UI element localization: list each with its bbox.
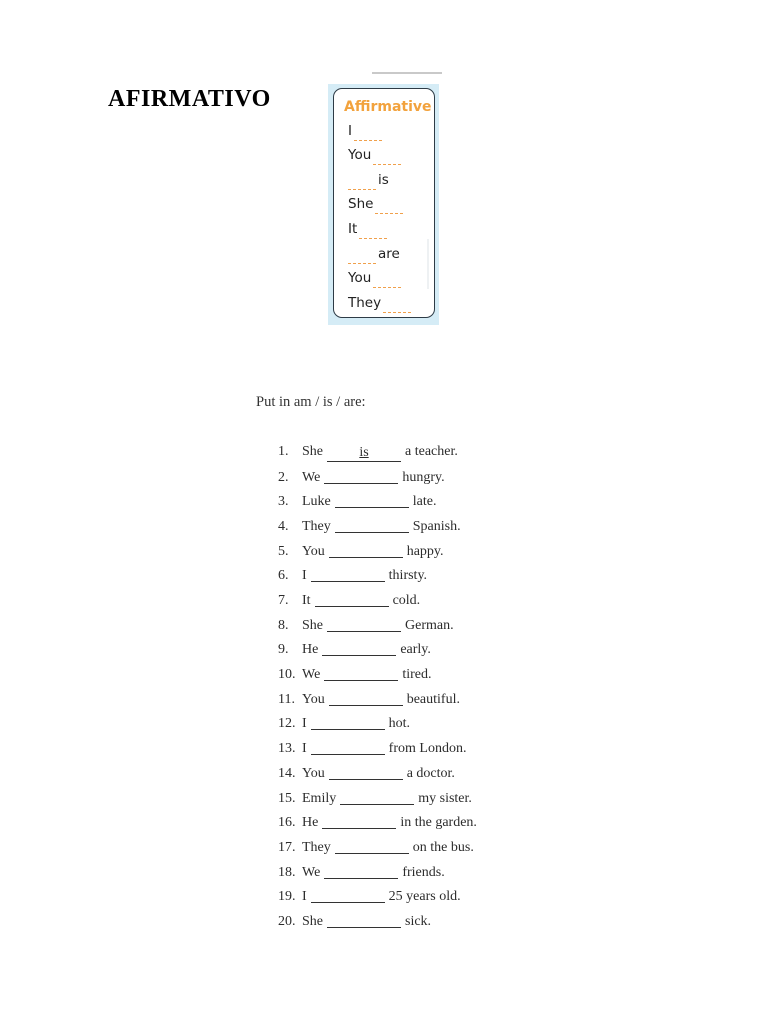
affirmative-row (348, 270, 403, 288)
answer-blank[interactable] (335, 493, 409, 508)
affirmative-row-subject: You (348, 147, 372, 163)
exercise-item-number: 20. (278, 914, 296, 929)
exercise-item-rest: thirsty. (388, 568, 428, 583)
answer-blank[interactable] (324, 864, 398, 879)
exercise-item-rest: early. (400, 642, 431, 657)
exercise-item-subject: I (302, 568, 307, 583)
exercise-item-rest: Spanish. (412, 519, 461, 534)
answer-blank[interactable] (335, 518, 409, 533)
exercise-item (278, 790, 472, 807)
answer-blank[interactable] (311, 715, 385, 730)
exercise-item (278, 715, 410, 732)
exercise-item-number: 12. (278, 716, 296, 731)
exercise-item (278, 814, 477, 831)
exercise-item-number: 19. (278, 889, 296, 904)
exercise-item-subject: We (302, 667, 321, 682)
exercise-item (278, 518, 461, 535)
exercise-item-rest: happy. (406, 544, 444, 559)
exercise-item-subject: I (302, 716, 307, 731)
exercise-item-number: 13. (278, 741, 296, 756)
exercise-item-number: 17. (278, 840, 296, 855)
exercise-item (278, 543, 444, 560)
exercise-item-subject: They (302, 519, 331, 534)
affirmative-row-blank (373, 286, 401, 288)
exercise-item (278, 567, 427, 584)
answer-blank[interactable] (327, 913, 401, 928)
affirmative-row-blank (348, 188, 376, 190)
exercise-instructions: Put in am / is / are: (256, 394, 366, 410)
exercise-item-rest: friends. (402, 865, 445, 880)
answer-blank[interactable] (324, 469, 398, 484)
exercise-item-subject: He (302, 815, 319, 830)
exercise-item-rest: hot. (388, 716, 411, 731)
answer-text: is (359, 445, 369, 460)
exercise-item-rest: late. (412, 494, 437, 509)
affirmative-row-verb: is (378, 172, 389, 188)
exercise-item-rest: a teacher. (405, 444, 458, 459)
affirmative-row (348, 221, 389, 239)
exercise-item-rest: hungry. (402, 470, 445, 485)
exercise-item-subject: She (302, 444, 323, 459)
exercise-item-rest: from London. (388, 741, 467, 756)
exercise-item (278, 740, 466, 757)
affirmative-row (348, 147, 403, 165)
affirmative-row-subject: You (348, 270, 372, 286)
affirmative-row-blank (354, 139, 382, 141)
exercise-item-number: 6. (278, 568, 289, 583)
answer-blank[interactable] (311, 740, 385, 755)
affirmative-row-subject: It (348, 221, 358, 237)
exercise-item-rest: cold. (392, 593, 421, 608)
affirmative-card-title: Affirmative (344, 99, 432, 115)
exercise-item-rest: sick. (405, 914, 432, 929)
affirmative-row (348, 196, 405, 214)
exercise-item-number: 4. (278, 519, 289, 534)
affirmative-row-blank (348, 262, 376, 264)
answer-blank[interactable] (329, 765, 403, 780)
exercise-item-rest: in the garden. (400, 815, 477, 830)
affirmative-card (333, 88, 435, 318)
exercise-item-number: 1. (278, 444, 289, 459)
exercise-item-subject: She (302, 618, 323, 633)
answer-blank[interactable] (315, 592, 389, 607)
answer-blank[interactable] (322, 814, 396, 829)
answer-blank[interactable] (324, 666, 398, 681)
exercise-item-rest: 25 years old. (388, 889, 461, 904)
exercise-item (278, 691, 460, 708)
exercise-item-number: 10. (278, 667, 296, 682)
answer-blank[interactable] (327, 617, 401, 632)
exercise-item-subject: Emily (302, 791, 337, 806)
answer-blank[interactable] (340, 790, 414, 805)
affirmative-row-blank (373, 163, 401, 165)
exercise-item-subject: You (302, 692, 325, 707)
exercise-item-subject: They (302, 840, 331, 855)
exercise-item-number: 5. (278, 544, 289, 559)
exercise-item-subject: Luke (302, 494, 331, 509)
affirmative-row-blank (375, 212, 403, 214)
exercise-item-number: 11. (278, 692, 295, 707)
exercise-item-number: 18. (278, 865, 296, 880)
exercise-item-subject: You (302, 544, 325, 559)
exercise-item-subject: She (302, 914, 323, 929)
exercise-item-rest: on the bus. (412, 840, 474, 855)
exercise-item-number: 7. (278, 593, 289, 608)
exercise-item-number: 14. (278, 766, 296, 781)
exercise-item (278, 444, 458, 462)
exercise-item-rest: tired. (402, 667, 432, 682)
answer-blank[interactable] (322, 641, 396, 656)
watermark (427, 239, 429, 289)
affirmative-row-subject: They (348, 295, 382, 311)
affirmative-row-blank (359, 237, 387, 239)
exercise-item (278, 888, 461, 905)
exercise-item-subject: I (302, 889, 307, 904)
affirmative-row (348, 172, 389, 190)
exercise-item (278, 913, 431, 930)
exercise-item-rest: a doctor. (406, 766, 455, 781)
answer-blank[interactable] (311, 567, 385, 582)
affirmative-row (348, 295, 413, 313)
answer-blank[interactable] (311, 888, 385, 903)
exercise-item (278, 493, 436, 510)
affirmative-row-subject: She (348, 196, 374, 212)
exercise-item (278, 469, 445, 486)
exercise-item-subject: It (302, 593, 311, 608)
page-heading: AFIRMATIVO (108, 86, 271, 112)
exercise-item-subject: He (302, 642, 319, 657)
exercise-item-number: 15. (278, 791, 296, 806)
exercise-item (278, 864, 445, 881)
exercise-item (278, 666, 431, 683)
cropped-image-edge (372, 72, 442, 84)
exercise-item (278, 765, 455, 782)
affirmative-row-blank (383, 311, 411, 313)
exercise-item-number: 9. (278, 642, 289, 657)
exercise-item-subject: You (302, 766, 325, 781)
exercise-item-number: 2. (278, 470, 289, 485)
exercise-item (278, 839, 474, 856)
exercise-item-number: 3. (278, 494, 289, 509)
exercise-item (278, 641, 431, 658)
answer-blank[interactable] (329, 543, 403, 558)
exercise-item-rest: beautiful. (406, 692, 460, 707)
affirmative-row-verb: are (378, 246, 400, 262)
exercise-item (278, 617, 454, 634)
answer-blank[interactable] (329, 691, 403, 706)
exercise-item-number: 8. (278, 618, 289, 633)
affirmative-row-subject: I (348, 123, 352, 139)
answer-blank[interactable] (335, 839, 409, 854)
exercise-item-rest: my sister. (418, 791, 472, 806)
affirmative-row (348, 246, 400, 264)
answer-blank[interactable] (327, 447, 401, 462)
exercise-item-subject: I (302, 741, 307, 756)
exercise-item-number: 16. (278, 815, 296, 830)
exercise-item-rest: German. (405, 618, 454, 633)
exercise-item (278, 592, 420, 609)
exercise-item-subject: We (302, 865, 321, 880)
affirmative-row (348, 123, 384, 141)
exercise-item-subject: We (302, 470, 321, 485)
